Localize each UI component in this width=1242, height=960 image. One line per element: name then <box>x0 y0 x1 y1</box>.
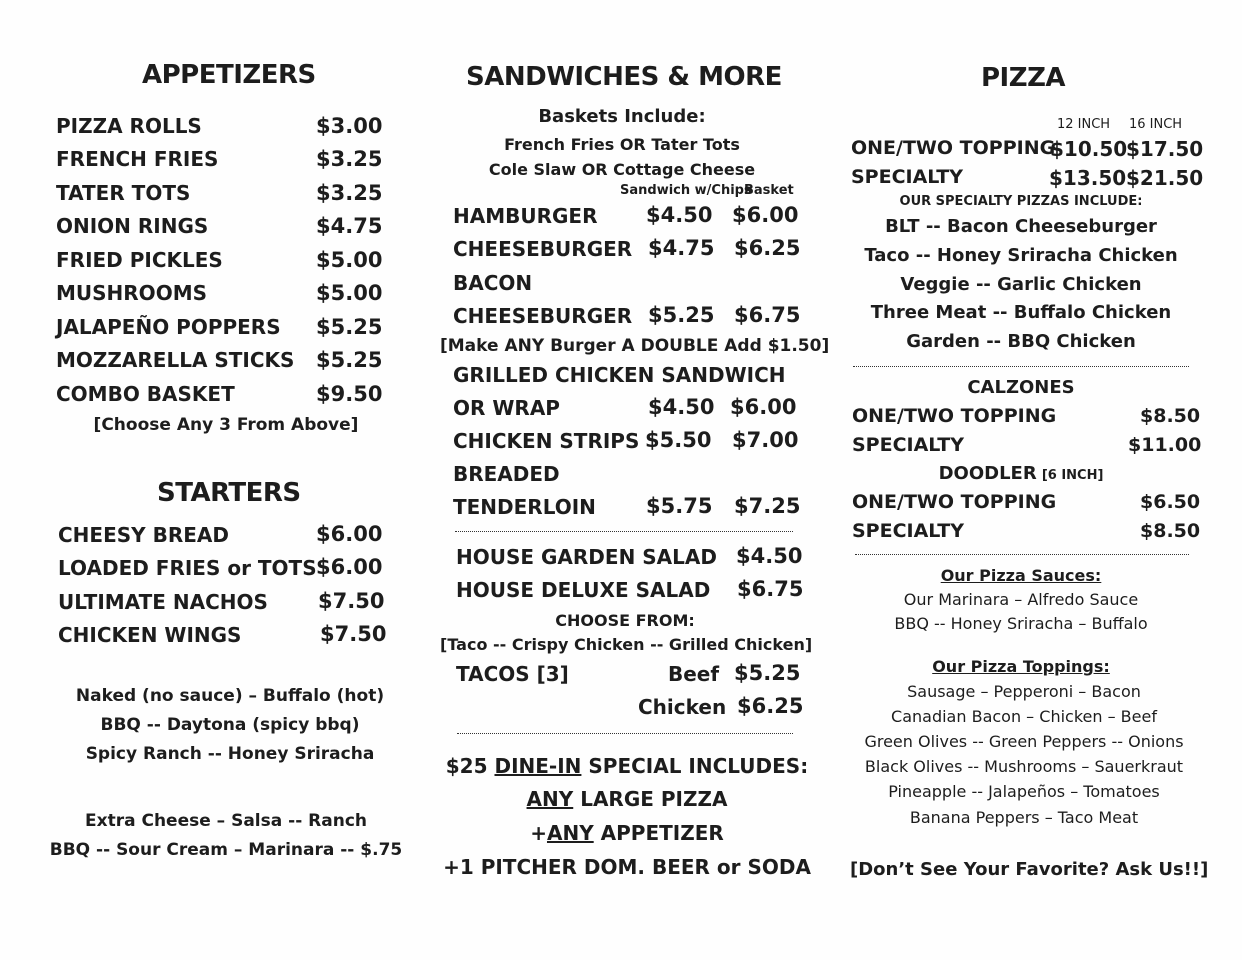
specialty-pizza-line: BLT -- Bacon Cheeseburger <box>885 216 1157 237</box>
menu-item-price: $6.00 <box>316 522 383 546</box>
sandwich-basket-price: $6.75 <box>734 303 801 327</box>
tacos-chicken-price: $6.25 <box>737 694 804 718</box>
sandwich-chips-price: $5.25 <box>648 303 715 327</box>
baskets-include-title: Baskets Include: <box>538 106 706 127</box>
calzone-price: $11.00 <box>1128 434 1202 456</box>
menu-item-name: ULTIMATE NACHOS <box>58 590 268 614</box>
sandwich-name: HAMBURGER <box>453 204 598 228</box>
extras-line: Extra Cheese – Salsa -- Ranch <box>84 811 368 831</box>
appetizers-title: APPETIZERS <box>142 60 316 90</box>
pizza-toppings-title: Our Pizza Toppings: <box>932 657 1110 676</box>
sandwich-chips-price: $5.75 <box>646 494 713 518</box>
specialty-pizza-line: Taco -- Honey Sriracha Chicken <box>864 245 1178 266</box>
sandwich-basket-price: $7.00 <box>732 428 799 452</box>
choose-from-label: CHOOSE FROM: <box>555 611 695 630</box>
tacos-beef-price: $5.25 <box>734 661 801 685</box>
menu-item-name: MOZZARELLA STICKS <box>56 348 295 372</box>
col-header-basket: Basket <box>744 183 794 198</box>
menu-item-name: COMBO BASKET <box>56 382 235 406</box>
pizza-sauce-line: BBQ -- Honey Sriracha – Buffalo <box>894 614 1148 633</box>
calzone-row-name: ONE/TWO TOPPING <box>852 405 1057 427</box>
calzones-title: CALZONES <box>967 377 1075 398</box>
calzone-price: $8.50 <box>1140 405 1201 427</box>
section-divider <box>457 733 793 734</box>
menu-item-name: FRIED PICKLES <box>56 248 223 272</box>
sandwich-basket-price: $6.00 <box>730 395 797 419</box>
sandwich-name: GRILLED CHICKEN SANDWICH <box>453 363 786 387</box>
pizza-topping-line: Black Olives -- Mushrooms – Sauerkraut <box>864 757 1184 776</box>
extras-line: BBQ -- Sour Cream – Marinara -- $.75 <box>49 840 403 860</box>
menu-item-name: TATER TOTS <box>56 181 191 205</box>
col-header-chips: Sandwich w/Chips <box>620 183 752 198</box>
section-divider <box>855 554 1189 555</box>
baskets-include-line: French Fries OR Tater Tots <box>504 135 740 154</box>
specialty-pizza-line: Garden -- BBQ Chicken <box>906 331 1136 352</box>
menu-item-price: $3.00 <box>316 114 383 138</box>
tacos-beef-label: Beef <box>668 662 720 686</box>
pizza-price-16: $17.50 <box>1126 137 1204 161</box>
wing-sauce-line: Naked (no sauce) – Buffalo (hot) <box>75 686 385 706</box>
wing-sauce-line: Spicy Ranch -- Honey Sriracha <box>85 744 375 764</box>
dine-in-special-line: +1 PITCHER DOM. BEER or SODA <box>443 855 811 879</box>
sandwich-chips-price: $4.50 <box>646 203 713 227</box>
doodler-row-name: ONE/TWO TOPPING <box>852 491 1057 513</box>
menu-item-price: $3.25 <box>316 181 383 205</box>
pizza-price-16: $21.50 <box>1126 166 1204 190</box>
pizza-topping-line: Green Olives -- Green Peppers -- Onions <box>864 732 1184 751</box>
sandwich-basket-price: $6.25 <box>734 236 801 260</box>
menu-item-price: $7.50 <box>320 622 387 646</box>
tacos-chicken-label: Chicken <box>638 695 727 719</box>
combo-note: [Choose Any 3 From Above] <box>93 415 359 435</box>
sandwich-name: OR WRAP <box>453 396 560 420</box>
starters-title: STARTERS <box>157 478 301 508</box>
menu-item-price: $4.75 <box>316 214 383 238</box>
menu-item-price: $9.50 <box>316 382 383 406</box>
choose-from-options: [Taco -- Crispy Chicken -- Grilled Chicken] <box>440 635 813 654</box>
specialty-pizzas-title: OUR SPECIALTY PIZZAS INCLUDE: <box>899 194 1143 209</box>
pizza-row-name: ONE/TWO TOPPING <box>851 137 1056 159</box>
specialty-pizza-line: Veggie -- Garlic Chicken <box>900 274 1142 295</box>
dine-in-special-line: ANY LARGE PIZZA <box>526 787 728 811</box>
menu-item-name: ONION RINGS <box>56 214 209 238</box>
menu-item-name: MUSHROOMS <box>56 281 207 305</box>
pizza-row-name: SPECIALTY <box>851 166 963 188</box>
sandwich-basket-price: $6.00 <box>732 203 799 227</box>
size-12-header: 12 INCH <box>1057 117 1111 132</box>
menu-item-name: CHEESY BREAD <box>58 523 229 547</box>
menu-item-price: $3.25 <box>316 147 383 171</box>
salad-price: $4.50 <box>736 544 803 568</box>
pizza-price-12: $10.50 <box>1050 137 1128 161</box>
calzone-row-name: SPECIALTY <box>852 434 964 456</box>
tacos-name: TACOS [3] <box>456 662 569 686</box>
ask-us-note: [Don’t See Your Favorite? Ask Us!!] <box>850 859 1209 880</box>
dine-in-underline: DINE-IN <box>494 754 582 778</box>
pizza-topping-line: Pineapple -- Jalapeños – Tomatoes <box>888 782 1160 801</box>
dine-in-special-line: +ANY APPETIZER <box>530 821 724 845</box>
doodler-row-name: SPECIALTY <box>852 520 964 542</box>
doodler-title: DOODLER [6 INCH] <box>938 463 1104 484</box>
sandwich-name: CHICKEN STRIPS <box>453 429 640 453</box>
doodler-price: $8.50 <box>1140 520 1201 542</box>
wing-sauce-line: BBQ -- Daytona (spicy bbq) <box>100 715 360 735</box>
double-burger-note: [Make ANY Burger A DOUBLE Add $1.50] <box>440 336 830 356</box>
menu-item-name: JALAPEÑO POPPERS <box>56 315 281 339</box>
menu-item-price: $5.25 <box>316 348 383 372</box>
menu-item-name: FRENCH FRIES <box>56 147 219 171</box>
sandwich-name: CHEESEBURGER <box>453 304 633 328</box>
pizza-topping-line: Sausage – Pepperoni – Bacon <box>907 682 1141 701</box>
dine-in-special-title: $25 DINE-IN SPECIAL INCLUDES: <box>445 754 809 778</box>
salad-name: HOUSE DELUXE SALAD <box>456 578 711 602</box>
sandwich-chips-price: $4.75 <box>648 236 715 260</box>
sandwich-chips-price: $5.50 <box>645 428 712 452</box>
menu-item-price: $6.00 <box>316 555 383 579</box>
menu-item-price: $5.00 <box>316 248 383 272</box>
pizza-topping-line: Canadian Bacon – Chicken – Beef <box>891 707 1157 726</box>
sandwich-name: TENDERLOIN <box>453 495 596 519</box>
menu-item-price: $5.00 <box>316 281 383 305</box>
menu-item-name: LOADED FRIES or TOTS <box>58 556 317 580</box>
sandwich-name: CHEESEBURGER <box>453 237 633 261</box>
pizza-sauces-title: Our Pizza Sauces: <box>940 566 1102 585</box>
menu-item-name: PIZZA ROLLS <box>56 114 202 138</box>
sandwich-name: BACON <box>453 271 533 295</box>
size-16-header: 16 INCH <box>1129 117 1183 132</box>
salad-price: $6.75 <box>737 577 804 601</box>
baskets-include-line: Cole Slaw OR Cottage Cheese <box>488 160 756 179</box>
section-divider <box>455 531 793 532</box>
sandwich-chips-price: $4.50 <box>648 395 715 419</box>
menu-item-name: CHICKEN WINGS <box>58 623 242 647</box>
sandwich-name: BREADED <box>453 462 560 486</box>
salad-name: HOUSE GARDEN SALAD <box>456 545 717 569</box>
pizza-title: PIZZA <box>981 63 1066 93</box>
menu-item-price: $7.50 <box>318 589 385 613</box>
section-divider <box>853 366 1189 367</box>
pizza-sauce-line: Our Marinara – Alfredo Sauce <box>903 590 1139 609</box>
pizza-topping-line: Banana Peppers – Taco Meat <box>909 808 1139 827</box>
menu-item-price: $5.25 <box>316 315 383 339</box>
doodler-price: $6.50 <box>1140 491 1201 513</box>
pizza-price-12: $13.50 <box>1049 166 1127 190</box>
specialty-pizza-line: Three Meat -- Buffalo Chicken <box>870 302 1172 323</box>
sandwiches-title: SANDWICHES & MORE <box>466 62 782 92</box>
sandwich-basket-price: $7.25 <box>734 494 801 518</box>
